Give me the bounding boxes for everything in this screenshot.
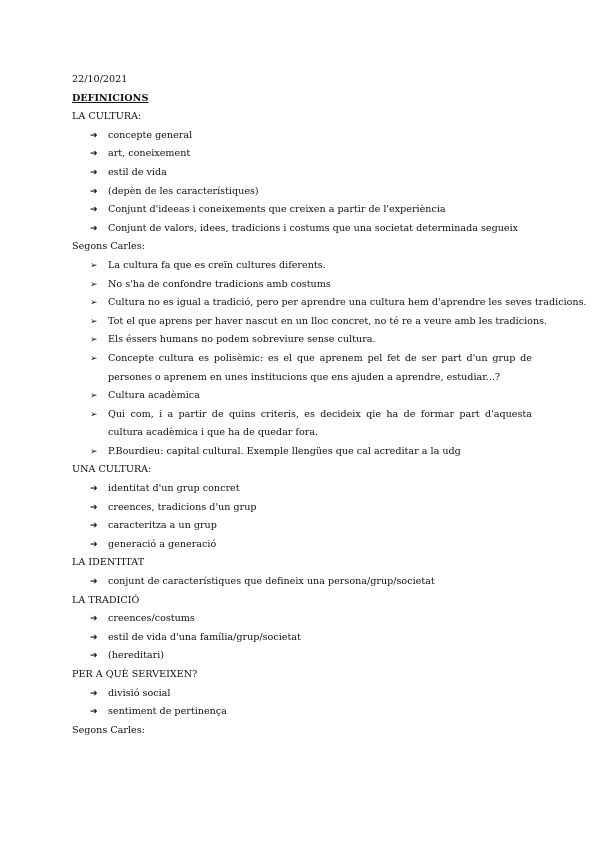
list-item: ➢ Tot el que aprens per haver nascut en un lloc concret, no té re a veure amb les tradicions.: [72, 313, 532, 332]
arrow-icon: ➔: [90, 484, 98, 495]
list-item: ➔ art, coneixement: [72, 145, 532, 164]
triangle-bullet-icon: ➢: [90, 446, 98, 457]
document-body: [72, 71, 587, 740]
arrow-icon: ➔: [90, 521, 98, 532]
list-item: ➢ Cultura no es igual a tradició, pero per aprendre una cultura hem d'aprendre les seves tradicions.: [72, 294, 532, 313]
list-item: ➢ P.Bourdieu: capital cultural. Exemple llengües que cal acreditar a la udg: [72, 443, 532, 462]
section-heading-cultura: LA CULTURA:: [72, 111, 142, 123]
list-item: ➔ concepte general: [72, 127, 532, 146]
arrow-icon: ➔: [90, 614, 98, 625]
arrow-icon: ➔: [90, 205, 98, 216]
triangle-bullet-icon: ➢: [90, 391, 98, 402]
document-date: 22/10/2021: [72, 74, 128, 85]
triangle-bullet-icon: ➢: [90, 409, 98, 420]
list-item: ➢ La cultura fa que es creïn cultures diferents.: [72, 257, 532, 276]
list-item: ➔ generació a generació: [72, 536, 532, 555]
arrow-icon: ➔: [90, 502, 98, 513]
triangle-bullet-icon: ➢: [90, 298, 98, 309]
list-item: ➢ No s'ha de confondre tradicions amb costums: [72, 276, 532, 295]
list-item: ➢ Els éssers humans no podem sobreviure sense cultura.: [72, 331, 532, 350]
list-item: ➔ Conjunt de valors, idees, tradicions i costums que una societat determinada segueix: [72, 220, 532, 239]
list-item: ➢ Concepte cultura es polisèmic: es el que aprenem pel fet de ser part d'un grup de persones o aprenem en unes institucions que ens ajuden a aprendre, estudiar...?: [72, 350, 532, 387]
arrow-icon: ➔: [90, 651, 98, 662]
list-item: ➔ (depèn de les característiques): [72, 183, 532, 202]
list-item: ➔ estil de vida: [72, 164, 532, 183]
list-item: ➢ Cultura acadèmica: [72, 387, 532, 406]
section-heading-una-cultura: UNA CULTURA:: [72, 464, 152, 476]
list-item: ➔ conjunt de característiques que defineix una persona/grup/societat: [72, 573, 532, 592]
arrow-icon: ➔: [90, 149, 98, 160]
triangle-bullet-icon: ➢: [90, 260, 98, 271]
list-item: ➔ (hereditari): [72, 647, 532, 666]
arrow-icon: ➔: [90, 707, 98, 718]
list-item: ➔ Conjunt d'ideeas i coneixements que creixen a partir de l'experiència: [72, 201, 532, 220]
arrow-icon: ➔: [90, 167, 98, 178]
list-item: ➔ creences, tradicions d'un grup: [72, 499, 532, 518]
section-heading-segons-carles-2: Segons Carles:: [72, 724, 145, 736]
list-item: ➔ estil de vida d'una família/grup/societat: [72, 629, 532, 648]
arrow-icon: ➔: [90, 577, 98, 588]
arrow-icon: ➔: [90, 130, 98, 141]
document-title: DEFINICIONS: [72, 92, 149, 104]
section-heading-serveixen: PER A QUÈ SERVEIXEN?: [72, 669, 198, 680]
arrow-icon: ➔: [90, 539, 98, 550]
list-item: ➔ divisió social: [72, 685, 532, 704]
list-item: ➔ identitat d'un grup concret: [72, 480, 532, 499]
list-item: ➢ Qui com, i a partir de quins criteris, es decideix qie ha de formar part d'aquesta cultura acadèmica i que ha de quedar fora.: [72, 406, 532, 443]
section-heading-tradicio: LA TRADICIÓ: [72, 594, 140, 606]
arrow-icon: ➔: [90, 632, 98, 643]
list-item: ➔ creences/costums: [72, 610, 532, 629]
section-heading-segons-carles: Segons Carles:: [72, 241, 145, 253]
triangle-bullet-icon: ➢: [90, 279, 98, 290]
triangle-bullet-icon: ➢: [90, 316, 98, 327]
triangle-bullet-icon: ➢: [90, 335, 98, 346]
section-heading-identitat: LA IDENTITAT: [72, 557, 145, 569]
arrow-icon: ➔: [90, 223, 98, 234]
list-item: ➔ sentiment de pertinença: [72, 703, 532, 722]
triangle-bullet-icon: ➢: [90, 353, 98, 364]
list-item: ➔ caracteritza a un grup: [72, 517, 532, 536]
arrow-icon: ➔: [90, 688, 98, 699]
arrow-icon: ➔: [90, 186, 98, 197]
